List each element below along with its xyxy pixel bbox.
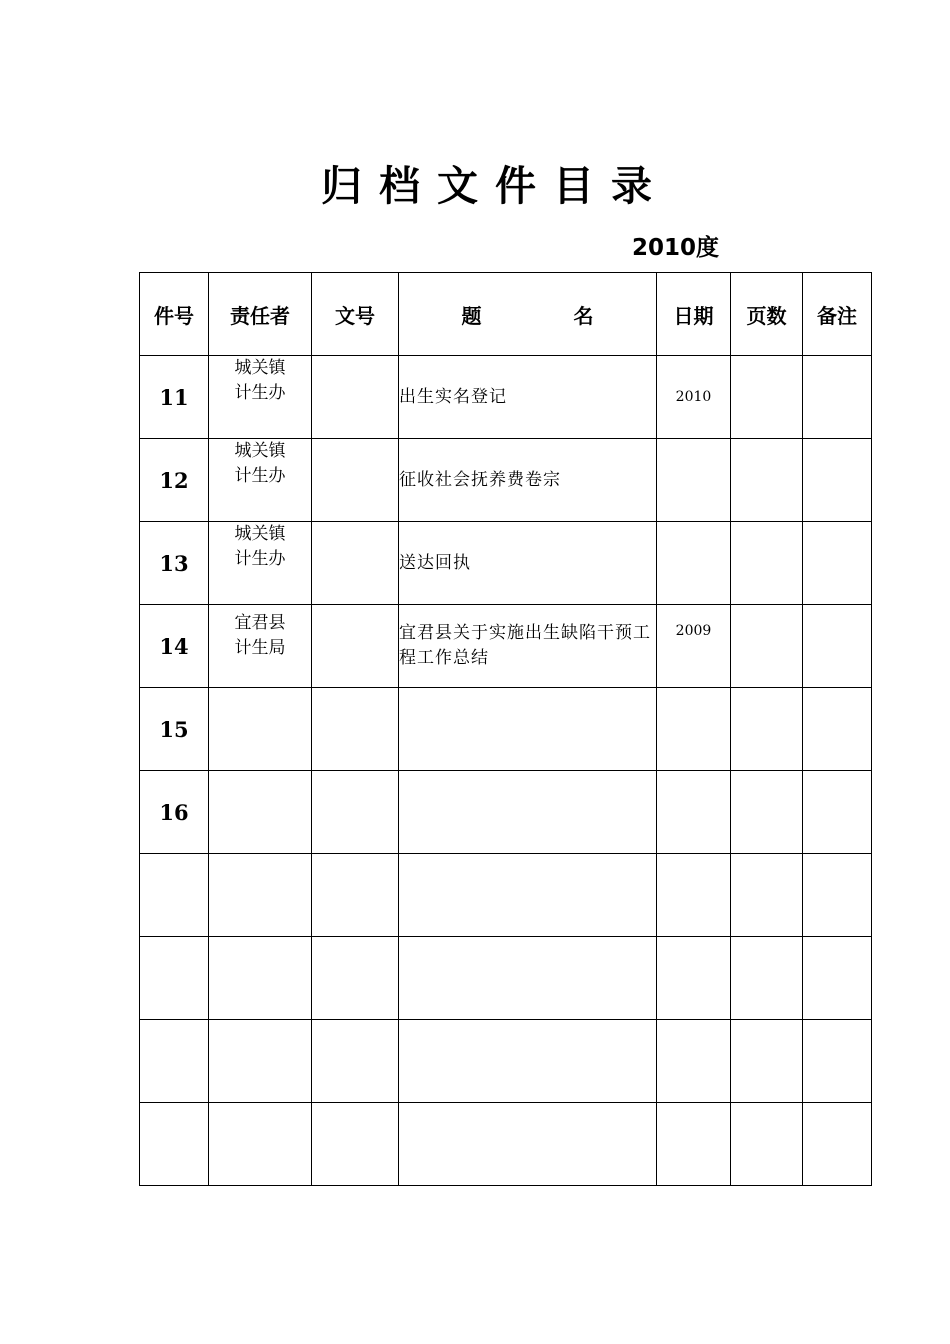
responsible-cell <box>209 771 312 854</box>
header-doc-no: 文号 <box>312 273 399 356</box>
title-cell <box>399 1103 657 1186</box>
responsible-cell <box>209 854 312 937</box>
header-item-no: 件号 <box>140 273 209 356</box>
header-responsible: 责任者 <box>209 273 312 356</box>
responsible-cell <box>209 1103 312 1186</box>
doc-no-cell <box>312 522 399 605</box>
doc-no-cell <box>312 1103 399 1186</box>
date-cell: 2010 <box>657 356 731 439</box>
responsible-cell <box>209 439 312 522</box>
title-cell <box>399 1020 657 1103</box>
table-header-row <box>140 273 872 356</box>
title-cell: 宜君县关于实施出生缺陷干预工程工作总结 <box>399 605 657 688</box>
item-no-cell: 15 <box>140 688 209 771</box>
remarks-cell <box>803 854 872 937</box>
responsible-cell <box>209 522 312 605</box>
date-cell <box>657 854 731 937</box>
pages-cell <box>731 522 803 605</box>
table-row <box>140 356 872 439</box>
item-no-cell <box>140 1103 209 1186</box>
date-cell <box>657 937 731 1020</box>
date-cell <box>657 771 731 854</box>
title-cell <box>399 688 657 771</box>
title-cell: 送达回执 <box>399 522 657 605</box>
header-date: 日期 <box>657 273 731 356</box>
title-cell: 征收社会抚养费卷宗 <box>399 439 657 522</box>
year-label: 2010度 <box>632 235 720 261</box>
responsible-cell <box>209 688 312 771</box>
header-title <box>399 273 657 356</box>
remarks-cell <box>803 688 872 771</box>
date-cell <box>657 522 731 605</box>
pages-cell <box>731 1020 803 1103</box>
table-row <box>140 688 872 771</box>
item-no-cell: 16 <box>140 771 209 854</box>
doc-no-cell <box>312 1020 399 1103</box>
remarks-cell <box>803 605 872 688</box>
header-pages: 页数 <box>731 273 803 356</box>
responsible-line-1: 宜君县 <box>234 613 286 633</box>
table-row <box>140 522 872 605</box>
header-title-right: 名 <box>573 303 594 328</box>
responsible-line-1: 城关镇 <box>234 524 286 544</box>
pages-cell <box>731 356 803 439</box>
date-cell <box>657 1020 731 1103</box>
item-no-cell <box>140 1020 209 1103</box>
pages-cell <box>731 688 803 771</box>
responsible-line-2: 计生局 <box>234 638 286 658</box>
table-row <box>140 1020 872 1103</box>
table-row <box>140 1103 872 1186</box>
header-title-left: 题 <box>461 303 482 328</box>
pages-cell <box>731 439 803 522</box>
doc-no-cell <box>312 854 399 937</box>
archive-catalog-table <box>139 272 872 1186</box>
doc-no-cell <box>312 605 399 688</box>
responsible-line-1: 城关镇 <box>234 358 286 378</box>
item-no-cell: 14 <box>140 605 209 688</box>
title-cell <box>399 854 657 937</box>
item-no-cell: 12 <box>140 439 209 522</box>
table-row <box>140 439 872 522</box>
pages-cell <box>731 771 803 854</box>
responsible-line-2: 计生办 <box>234 466 286 486</box>
remarks-cell <box>803 937 872 1020</box>
remarks-cell <box>803 439 872 522</box>
remarks-cell <box>803 1020 872 1103</box>
date-cell: 2009 <box>657 605 731 688</box>
table-row <box>140 937 872 1020</box>
pages-cell <box>731 605 803 688</box>
doc-no-cell <box>312 937 399 1020</box>
doc-no-cell <box>312 771 399 854</box>
date-cell <box>657 439 731 522</box>
responsible-line-2: 计生办 <box>234 549 286 569</box>
table-row <box>140 605 872 688</box>
remarks-cell <box>803 522 872 605</box>
doc-no-cell <box>312 356 399 439</box>
responsible-cell <box>209 1020 312 1103</box>
item-no-cell: 11 <box>140 356 209 439</box>
item-no-cell <box>140 937 209 1020</box>
remarks-cell <box>803 356 872 439</box>
title-cell <box>399 937 657 1020</box>
responsible-line-1: 城关镇 <box>234 441 286 461</box>
title-cell: 出生实名登记 <box>399 356 657 439</box>
responsible-cell <box>209 605 312 688</box>
date-cell <box>657 1103 731 1186</box>
date-cell <box>657 688 731 771</box>
remarks-cell <box>803 771 872 854</box>
item-no-cell: 13 <box>140 522 209 605</box>
table-row <box>140 771 872 854</box>
document-title: 归档文件目录 <box>321 162 669 210</box>
table-row <box>140 854 872 937</box>
doc-no-cell <box>312 439 399 522</box>
doc-no-cell <box>312 688 399 771</box>
responsible-cell <box>209 356 312 439</box>
pages-cell <box>731 1103 803 1186</box>
title-cell <box>399 771 657 854</box>
responsible-cell <box>209 937 312 1020</box>
item-no-cell <box>140 854 209 937</box>
pages-cell <box>731 854 803 937</box>
pages-cell <box>731 937 803 1020</box>
responsible-line-2: 计生办 <box>234 383 286 403</box>
remarks-cell <box>803 1103 872 1186</box>
header-remarks: 备注 <box>803 273 872 356</box>
